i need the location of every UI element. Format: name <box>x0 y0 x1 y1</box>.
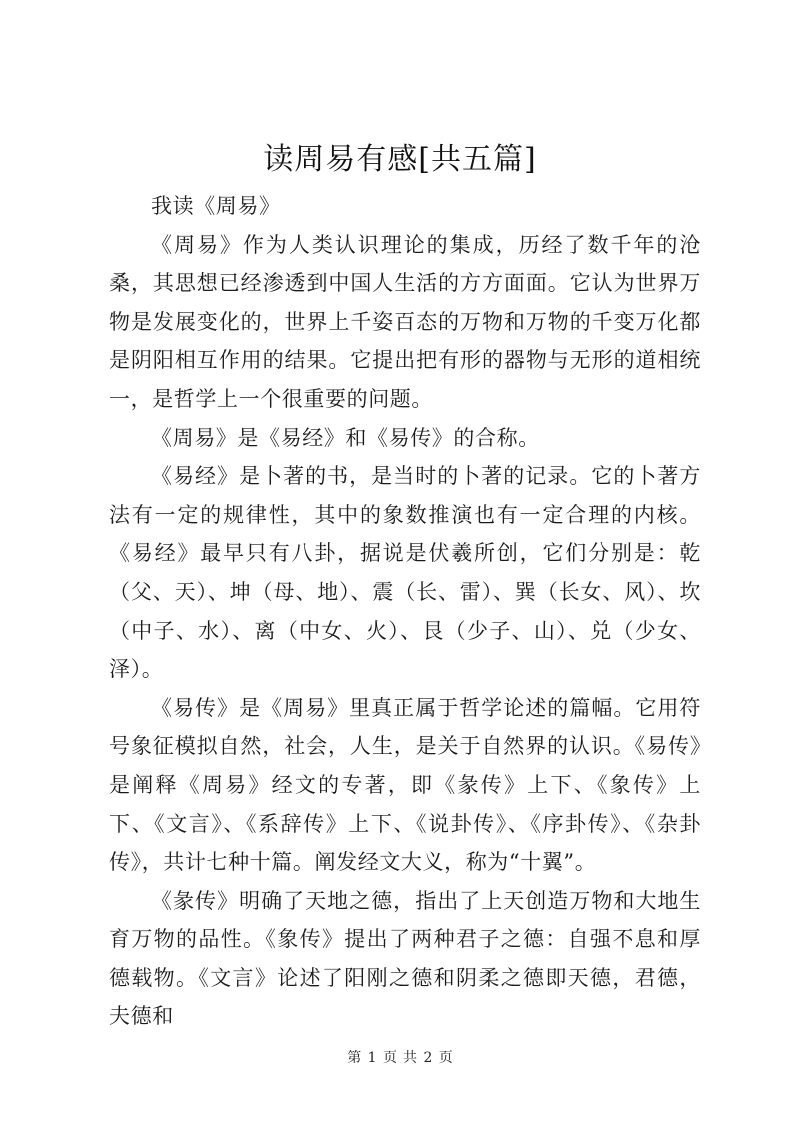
document-body <box>109 187 701 1036</box>
paragraph: 《彖传》明确了天地之德，指出了上天创造万物和大地生育万物的品性。《象传》提出了两种君子之德：自强不息和厚德载物。《文言》论述了阳刚之德和阴柔之德即天德，君德，夫德和 <box>109 888 701 1029</box>
document-title: 读周易有感[共五篇] <box>263 142 537 177</box>
paragraph: 《易经》是卜著的书，是当时的卜著的记录。它的卜著方法有一定的规律性，其中的象数推演也有一定合理的内核。《易经》最早只有八卦，据说是伏羲所创，它们分别是：乾（父、天）、坤（母、地）、震（长、雷）、巽（长女、风）、坎（中子、水）、离（中女、火）、艮（少子、山）、兑（少女、泽）。 <box>109 464 701 682</box>
page-total: 共 2 页 <box>403 1050 453 1066</box>
paragraph: 《周易》作为人类认识理论的集成，历经了数千年的沧桑，其思想已经渗透到中国人生活的方方面面。它认为世界万物是发展变化的，世界上千姿百态的万物和万物的千变万化都是阴阳相互作用的结果。它提出把有形的器物与无形的道相统一，是哲学上一个很重要的问题。 <box>109 232 701 411</box>
paragraph: 《周易》是《易经》和《易传》的合称。 <box>151 425 540 450</box>
paragraph-heading: 我读《周易》 <box>151 194 281 218</box>
paragraph: 《易传》是《周易》里真正属于哲学论述的篇幅。它用符号象征模拟自然，社会，人生，是关于自然界的认识。《易传》是阐释《周易》经文的专著，即《彖传》上下、《象传》上下、《文言》、《系辞传》上下、《说卦传》、《序卦传》、《杂卦传》，共计七种十篇。阐发经文大义，称为“十翼”。 <box>109 695 701 875</box>
page-number: 第 1 页 <box>347 1050 397 1066</box>
page-footer <box>0 1048 800 1068</box>
